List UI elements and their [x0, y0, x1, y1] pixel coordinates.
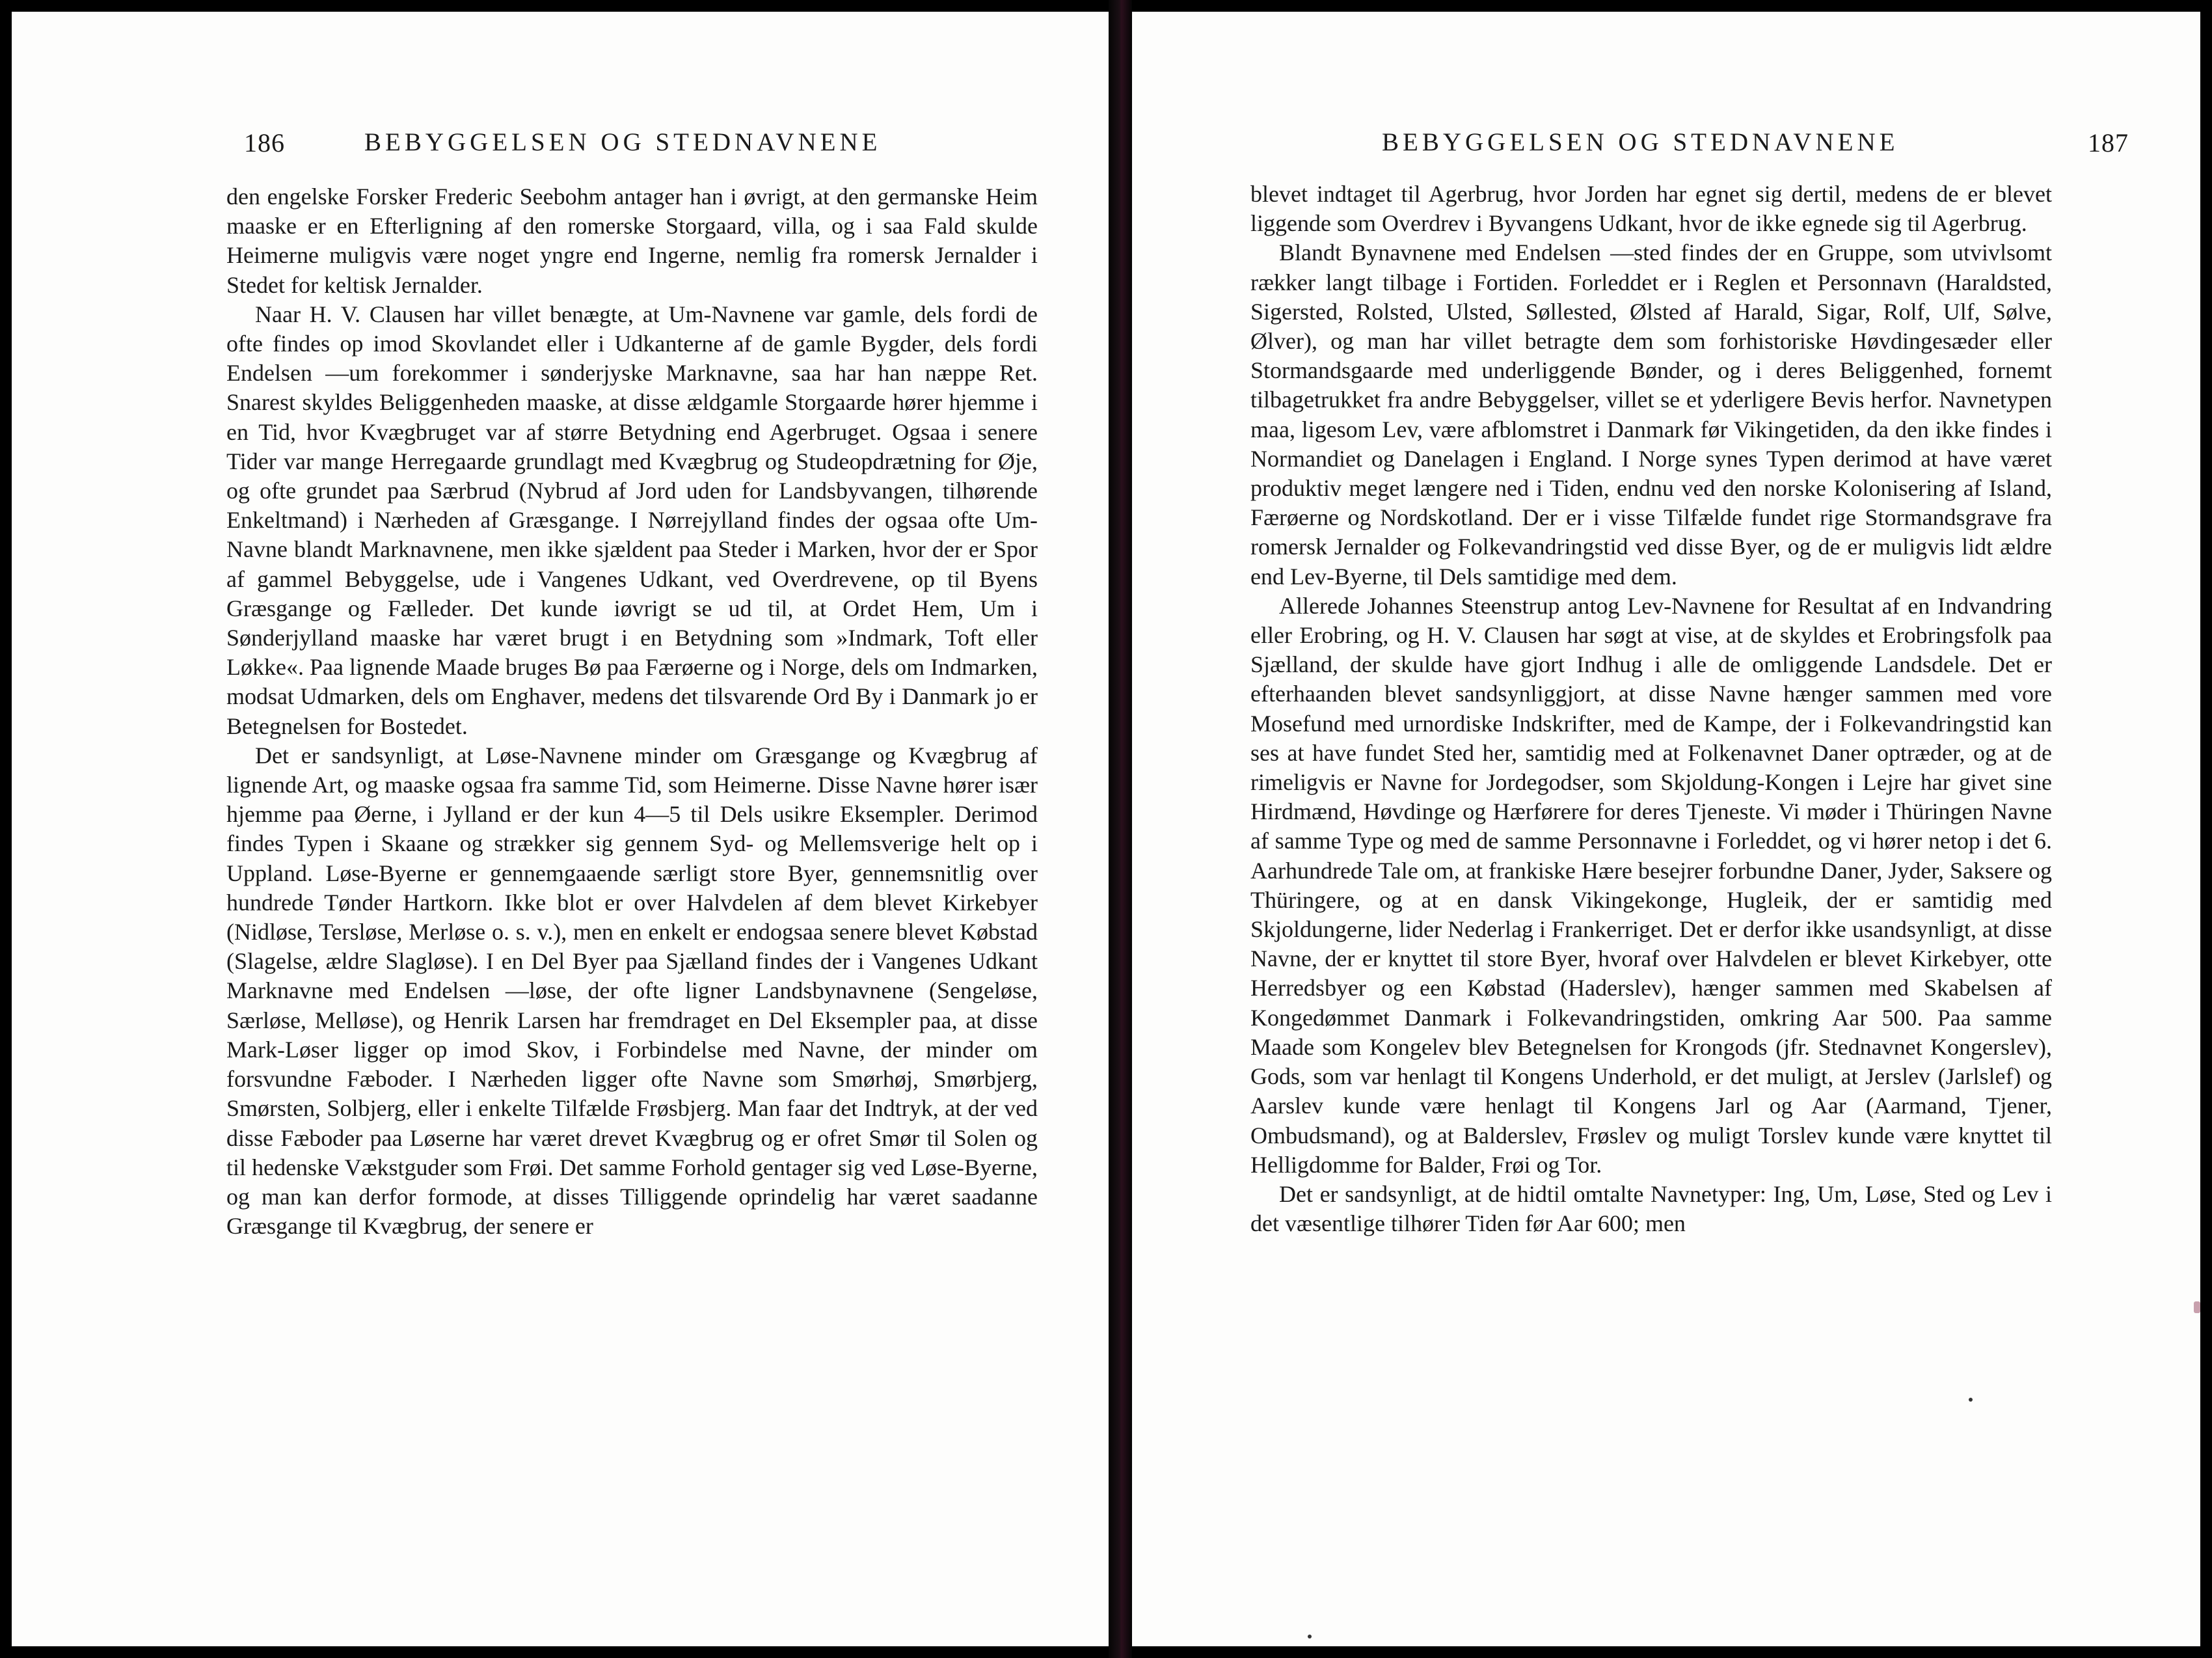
paragraph: Naar H. V. Clausen har villet benægte, at Um-Navnene var gamle, dels fordi de ofte findes op imod Skovlandet eller i Udkanterne af de gamle Bygder, dels fordi Endelsen —um forekommer i sønderjyske Marknavne, saa har han næppe Ret. Snarest skyldes Beliggenheden maaske, at disse ældgamle Storgaarde hører hjemme i en Tid, hvor Kvægbruget var af større Betydning end Agerbruget. Ogsaa i senere Tider var mange Herregaarde grundlagt med Kvægbrug og Studeopdrætning for Øje, og ofte grundet paa Særbrud (Nybrud af Jord uden for Landsbyvangen, tilhørende Enkeltmand) i Nærheden af Græsgange. I Nørrejylland findes der ogsaa ofte Um-Navne blandt Marknavnene, men ikke sjældent paa Steder i Marken, hvor der er Spor af gammel Bebyggelse, ude i Vangenes Udkant, ved Overdrevene, op til Byens Græsgange og Fælleder. Det kunde iøvrigt se ud til, at Ordet Hem, Um i Sønderjylland maaske har været brugt i en Betydning som »Indmark, Toft eller Løkke«. Paa lignende Maade bruges Bø paa Færøerne og i Norge, dels om Indmarken, modsat Udmarken, dels om Enghaver, medens det tilsvarende Ord By i Danmark jo er Betegnelsen for Bostedet. — [226, 301, 1038, 739]
edge-mark — [2194, 1301, 2200, 1313]
book-spine — [1109, 0, 1132, 1658]
paragraph: Allerede Johannes Steenstrup antog Lev-Navnene for Resultat af en Indvandring eller Erobring, og H. V. Clausen har søgt at vise, at de skyldes et Erobringsfolk paa Sjælland, der skulde have gjort Indhug i alle de omliggende Landsdele. Det er efterhaanden blevet sandsynliggjort, at disse Navne hænger sammen med vore Mosefund med urnordiske Indskrifter, med de Kampe, der i Folkevandringstid kan ses at have fundet Sted her, samtidig med at Folkenavnet Daner optræder, og at de rimeligvis er Navne for Jordegodser, som Skjoldung-Kongen i Lejre har givet sine Hirdmænd, Høvdinge og Hærførere for deres Tjeneste. Vi møder i Thüringen Navne af samme Type og med de samme Personnavne i Forleddet, og vi hører netop i det 6. Aarhundrede Tale om, at frankiske Hære besejrer forbundne Daner, Jyder, Saksere og Thüringere, og at en dansk Vikingekonge, Hugleik, der er samtidig med Skjoldungerne, lider Nederlag i Frankerriget. Det er derfor ikke usandsynligt, at disse Navne, der er knyttet til store Byer, hvoraf over Halvdelen er blevet Kirkebyer, otte Herredsbyer og een Købstad (Haderslev), hænger sammen med Skabelsen af Kongedømmet Danmark i Folkevandringstiden, omkring Aar 500. Paa samme Maade som Kongelev blev Betegnelsen for Krongods (jfr. Stednavnet Kongerslev), Gods, som var henlagt til Kongens Underhold, er det muligt, at Jerslev (Jarlslef) og Aarslev kunde være henlagt til Kongens Jarl og Aar (Aarmand, Tjener, Ombudsmand), og at Balderslev, Frøslev og muligt Torslev kunde være knyttet til Helligdomme for Balder, Frøi og Tor. — [1250, 592, 2052, 1178]
running-head: BEBYGGELSEN OG STEDNAVNENE — [1382, 128, 1899, 156]
left-page-header — [244, 128, 1038, 160]
paragraph: blevet indtaget til Agerbrug, hvor Jorden har egnet sig dertil, medens de er blevet liggende som Overdrev i Byvangens Udkant, hvor de ikke egnede sig til Agerbrug. — [1250, 181, 2052, 237]
right-page-body — [1250, 180, 2052, 1238]
speck-mark — [1969, 1398, 1973, 1402]
left-page-body — [226, 182, 1038, 1241]
running-head: BEBYGGELSEN OG STEDNAVNENE — [364, 128, 882, 156]
page-number: 186 — [244, 128, 285, 157]
paragraph: den engelske Forsker Frederic Seebohm antager han i øvrigt, at den germanske Heim maaske er en Efterligning af den romerske Storgaard, villa, og i saa Fald skulde Heimerne muligvis være noget yngre end Ingerne, nemlig fra romersk Jernalder i Stedet for keltisk Jernalder. — [226, 183, 1038, 298]
paragraph: Det er sandsynligt, at Løse-Navnene minder om Græsgange og Kvægbrug af lignende Art, og maaske ogsaa fra samme Tid, som Heimerne. Disse Navne hører især hjemme paa Øerne, i Jylland er der kun 4—5 til Dels usikre Eksempler. Derimod findes Typen i Skaane og strækker sig gennem Syd- og Mellemsverige helt op i Uppland. Løse-Byerne er gennemgaaende særligt store Byer, gennemsnitlig over hundrede Tønder Hartkorn. Ikke blot er over Halvdelen af dem blevet Kirkebyer (Nidløse, Tersløse, Merløse o. s. v.), men en enkelt er endogsaa senere blevet Købstad (Slagelse, ældre Slagløse). I en Del Byer paa Sjælland findes der i Vangenes Udkant Marknavne med Endelsen —løse, der ofte ligner Landsbynavnene (Sengeløse, Særløse, Melløse), og Henrik Larsen har fremdraget en Del Eksempler paa, at disse Mark-Løser ligger op imod Skov, i Forbindelse med Navne, der minder om forsvundne Fæboder. I Nærheden ligger ofte Navne som Smørhøj, Smørbjerg, Smørsten, Solbjerg, eller i enkelte Tilfælde Frøsbjerg. Man faar det Indtryk, at der ved disse Fæboder paa Løserne har været drevet Kvægbrug og er ofret Smør til Solen og til hedenske Vækstguder som Frøi. Det samme Forhold gentager sig ved Løse-Byerne, og man kan derfor formode, at disses Tilliggende oprindelig har været saadanne Græsgange til Kvægbrug, der senere er — [226, 742, 1038, 1240]
left-page — [12, 12, 1109, 1646]
right-page — [1132, 12, 2200, 1646]
speck-mark — [1308, 1635, 1312, 1638]
page-number: 187 — [2088, 128, 2129, 157]
paragraph: Blandt Bynavnene med Endelsen —sted findes der en Gruppe, som utvivlsomt rækker langt tilbage i Fortiden. Forleddet er i Reglen et Personnavn (Haraldsted, Sigersted, Rolsted, Ulsted, Søllested, Ølsted af Harald, Sigar, Rolf, Ulf, Sølve, Ølver), og man har villet betragte dem som forhistoriske Høvdingesæder eller Stormandsgaarde med underliggende Bønder, og i deres Beliggenhed, fornemt tilbagetrukket fra andre Bebyggelser, villet se et yderligere Bevis herfor. Navnetypen maa, ligesom Lev, være afblomstret i Danmark før Vikingetiden, da den ikke findes i Normandiet og Danelagen i England. I Norge synes Typen derimod at have været produktiv meget længere ned i Tiden, endnu ved den norske Kolonisering af Island, Færøerne og Nordskotland. Der er i visse Tilfælde fundet rige Stormandsgrave fra romersk Jernalder og Folkevandringstid ved disse Byer, og de er muligvis lidt ældre end Lev-Byerne, til Dels samtidige med dem. — [1250, 239, 2052, 590]
right-page-header — [1382, 128, 2129, 160]
paragraph: Det er sandsynligt, at de hidtil omtalte Navnetyper: Ing, Um, Løse, Sted og Lev i det væsentlige tilhører Tiden før Aar 600; men — [1250, 1180, 2052, 1237]
